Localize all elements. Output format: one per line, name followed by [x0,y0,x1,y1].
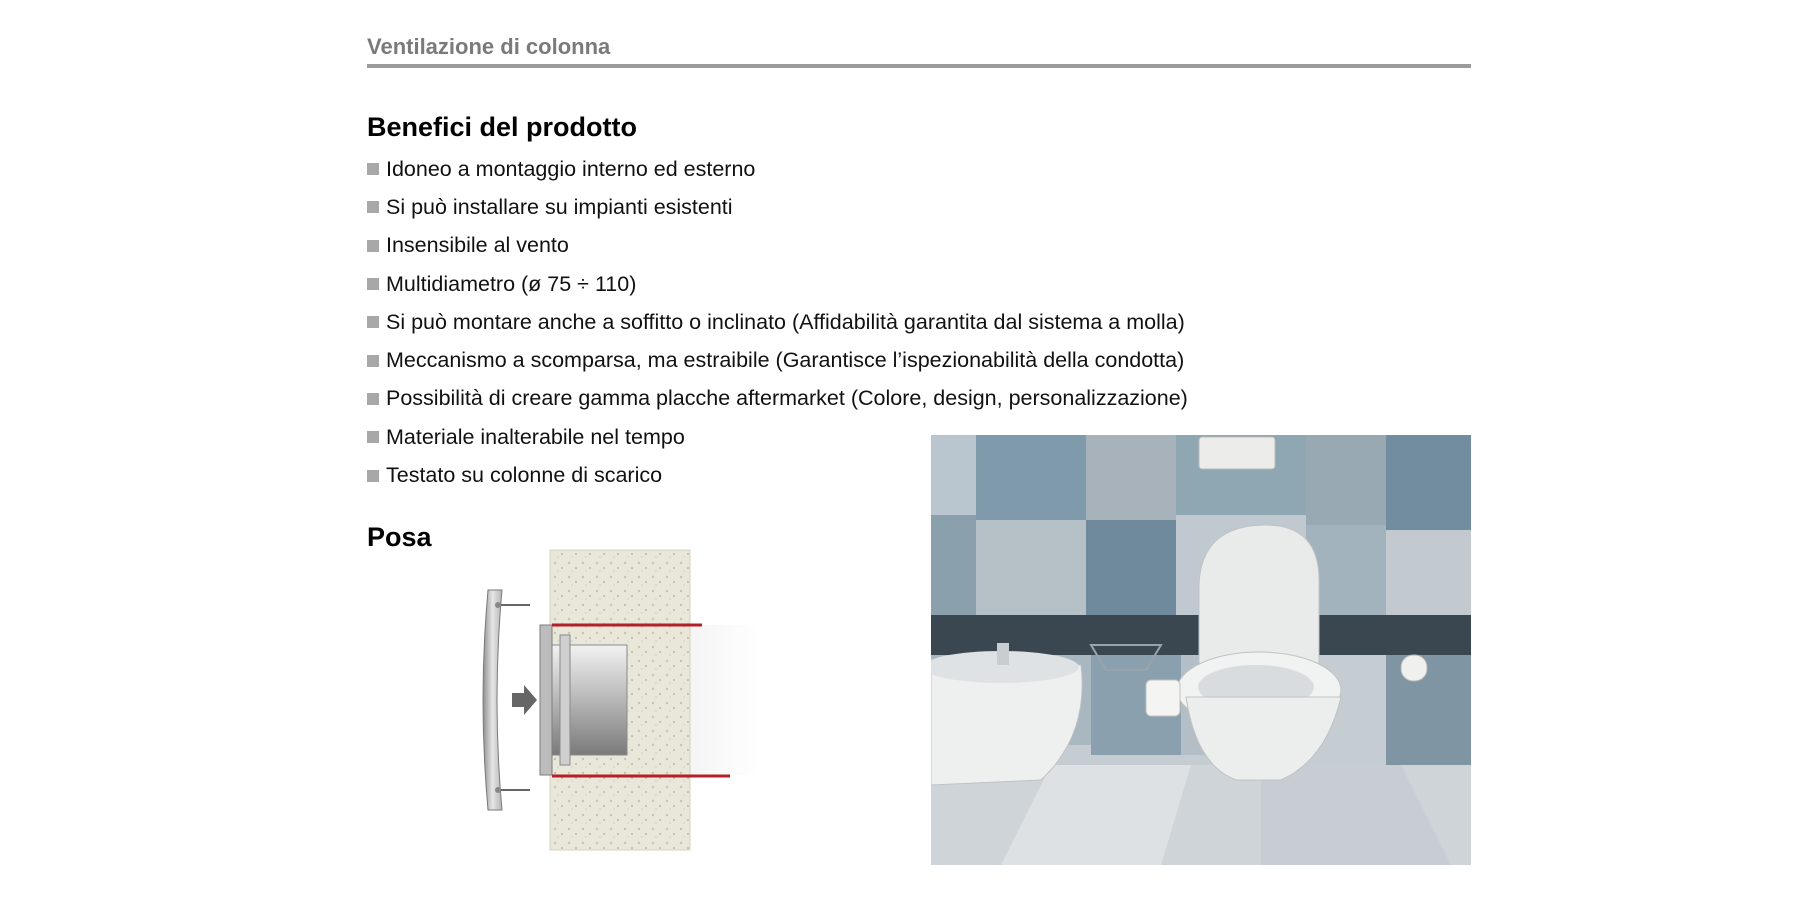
list-item [367,380,1188,418]
list-item [367,265,1188,303]
toilet-paper-holder [1401,655,1427,681]
list-item [367,303,1188,341]
benefit-text: Materiale inalterabile nel tempo [386,424,685,449]
cover-plate [483,590,502,810]
bullet-square-icon [367,470,379,482]
bullet-square-icon [367,278,379,290]
bullet-square-icon [367,355,379,367]
bullet-square-icon [367,316,379,328]
insertion-arrow-icon [512,685,537,715]
list-item [367,227,1188,265]
posa-heading: Posa [367,522,432,552]
brush-holder [1146,680,1180,716]
benefit-text: Si può montare anche a soffitto o inclinato (Affidabilità garantita dal sistema a molla) [386,309,1185,334]
list-item [367,188,1188,226]
flush-plate [1199,437,1275,469]
bathroom-photo [931,435,1471,865]
benefit-text: Si può installare su impianti esistenti [386,194,733,219]
benefit-text: Multidiametro (ø 75 ÷ 110) [386,271,637,296]
bullet-square-icon [367,163,379,175]
list-item [367,150,1188,188]
header-rule [367,64,1471,68]
benefit-text: Testato su colonne di scarico [386,463,663,488]
benefit-text: Idoneo a montaggio interno ed esterno [386,156,756,181]
header-title: Ventilazione di colonna [367,34,611,59]
benefit-text: Possibilità di creare gamma placche aftermarket (Colore, design, personalizzazione) [386,386,1188,411]
benefit-text: Insensibile al vento [386,233,569,258]
list-item [367,341,1188,379]
benefits-heading: Benefici del prodotto [367,112,637,142]
bullet-square-icon [367,201,379,213]
bullet-square-icon [367,240,379,252]
benefit-text: Meccanismo a scomparsa, ma estraibile (Garantisce l’ispezionabilità della condotta) [386,348,1185,373]
bullet-square-icon [367,431,379,443]
bullet-square-icon [367,393,379,405]
installation-diagram [440,545,760,855]
